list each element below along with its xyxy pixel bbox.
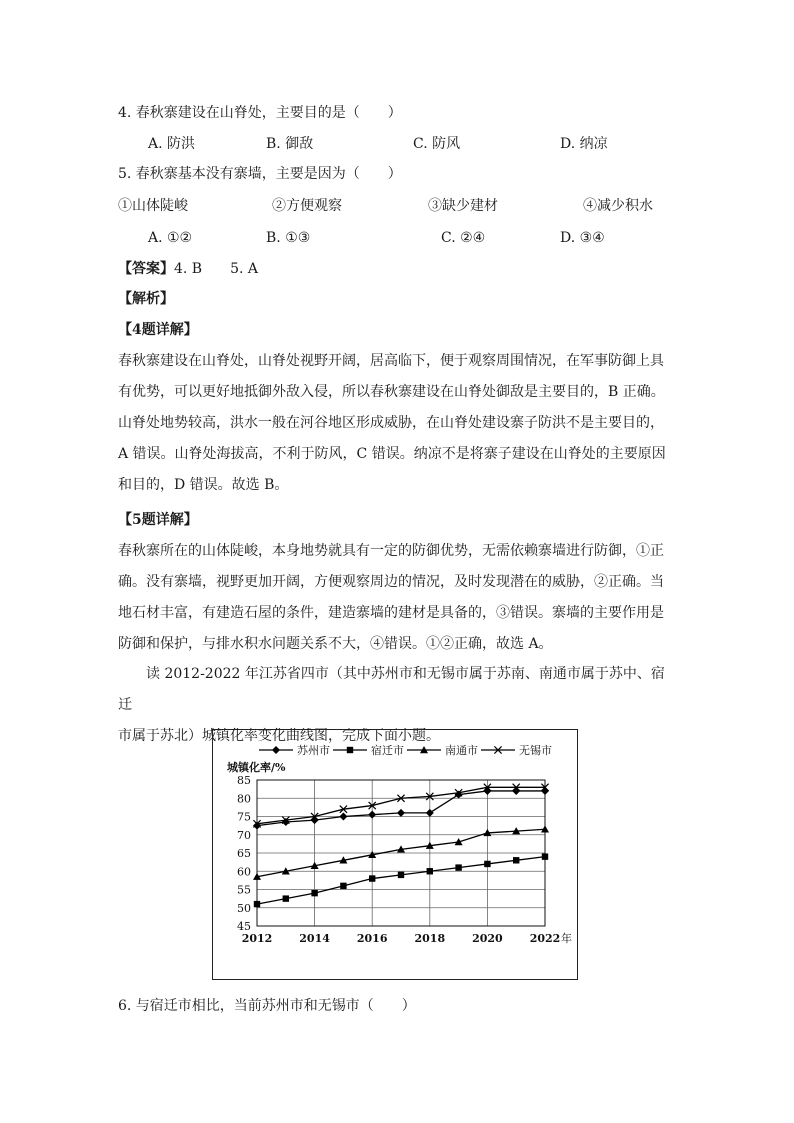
- x-tick-label: 2012: [241, 932, 273, 945]
- y-tick-label: 50: [237, 901, 251, 915]
- data-point-square: [311, 890, 317, 896]
- q5-item-3: ③缺少建材: [428, 198, 498, 214]
- data-point-diamond: [512, 787, 520, 795]
- data-point-diamond: [368, 811, 376, 819]
- detail-5-line: 确。没有寨墙，视野更加开阔，方便观察周边的情况，及时发现潜在的威胁，②正确。当: [118, 574, 664, 590]
- detail-5-line: 地石材丰富，有建造石屋的条件，建造寨墙的建材是具备的，③错误。寨墙的主要作用是: [118, 605, 664, 621]
- q5-item-4: ④减少积水: [583, 198, 653, 214]
- series-line-diamond: [257, 791, 545, 826]
- detail-4-text: [118, 346, 678, 501]
- data-point-square: [455, 864, 461, 870]
- y-tick-label: 60: [237, 865, 251, 879]
- urbanization-chart: [212, 729, 578, 980]
- data-point-square: [484, 861, 490, 867]
- q6-stem: 6. 与宿迁市相比，当前苏州市和无锡市（ ）: [118, 998, 416, 1014]
- x-axis-label: 年: [561, 932, 572, 945]
- data-point-square: [427, 868, 433, 874]
- q4-option-d: D. 纳凉: [560, 136, 608, 152]
- y-tick-label: 65: [237, 847, 251, 860]
- detail-5-line: 防御和保护，与排水积水问题关系不大，④错误。①②正确，故选 A。: [118, 636, 553, 652]
- data-point-square: [283, 895, 289, 901]
- detail-4-line: 有优势，可以更好地抵御外敌入侵，所以春秋寨建设在山脊处御敌是主要目的，B 正确。: [118, 384, 665, 400]
- data-point-square: [542, 853, 548, 859]
- y-tick-label: 55: [237, 883, 251, 897]
- x-tick-label: 2016: [356, 932, 388, 945]
- q5-stem: 5. 春秋寨基本没有寨墙，主要是因为（ ）: [118, 166, 402, 182]
- detail-5-label: 【5题详解】: [118, 512, 198, 528]
- y-tick-label: 45: [237, 920, 251, 933]
- series-line-cross: [257, 787, 545, 824]
- x-tick-label: 2020: [472, 932, 503, 945]
- q4-option-c: C. 防风: [413, 136, 461, 152]
- y-tick-label: 75: [237, 810, 251, 824]
- data-point-square: [340, 883, 346, 889]
- legend-label: 无锡市: [519, 744, 552, 757]
- q5-option-b: B. ①③: [266, 230, 311, 246]
- analysis-label: 【解析】: [118, 291, 174, 307]
- y-tick-label: 70: [237, 828, 251, 842]
- y-tick-label: 80: [237, 792, 251, 806]
- data-point-square: [513, 857, 519, 863]
- legend-label: 苏州市: [297, 744, 330, 757]
- data-point-square: [398, 872, 404, 878]
- detail-5-text: [118, 536, 678, 660]
- q5-option-a: A. ①②: [148, 230, 193, 246]
- x-tick-label: 2014: [299, 932, 330, 945]
- q5-option-c: C. ②④: [441, 230, 486, 246]
- answer-label: 【答案】: [118, 261, 174, 277]
- detail-4-line: 春秋寨建设在山脊处，山脊处视野开阔，居高临下，便于观察周围情况，在军事防御上具: [118, 353, 664, 369]
- q5-item-2: ②方便观察: [272, 198, 342, 214]
- data-point-diamond: [397, 809, 405, 817]
- detail-5-line: 春秋寨所在的山体陡峻，本身地势就具有一定的防御优势，无需依赖寨墙进行防御，①正: [118, 543, 664, 559]
- detail-4-line: 和目的，D 错误。故选 B。: [118, 477, 289, 493]
- data-point-diamond: [339, 813, 347, 821]
- data-point-diamond: [426, 809, 434, 817]
- q4-option-b: B. 御敌: [266, 136, 314, 152]
- answer-line: [118, 259, 258, 279]
- q5-item-1: ①山体陡峻: [118, 198, 188, 214]
- data-point-square: [369, 875, 375, 881]
- data-point-square: [254, 901, 260, 907]
- answer-text: 4. B 5. A: [174, 261, 259, 277]
- intro-line: 市属于苏北）城镇化率变化曲线图，完成下面小题。: [118, 728, 440, 744]
- y-axis-label: 城镇化率/%: [227, 761, 286, 774]
- q4-option-a: A. 防洪: [148, 136, 196, 152]
- q5-option-d: D. ③④: [560, 230, 605, 246]
- detail-4-line: A 错误。山脊处海拔高，不利于防风，C 错误。纳凉不是将寨子建设在山脊处的主要原因: [118, 446, 666, 462]
- x-tick-label: 2018: [414, 932, 446, 945]
- detail-4-label: 【4题详解】: [118, 322, 198, 338]
- q4-stem: 4. 春秋寨建设在山脊处，主要目的是（ ）: [118, 105, 402, 121]
- detail-4-line: 山脊处地势较高，洪水一般在河谷地区形成威胁，在山脊处建设寨子防洪不是主要目的，: [118, 415, 664, 431]
- chart-svg: [213, 730, 579, 981]
- y-tick-label: 85: [237, 774, 251, 787]
- legend-marker-square: [347, 747, 353, 753]
- data-point-diamond: [541, 787, 549, 795]
- x-tick-label: 2022: [529, 932, 561, 945]
- legend-marker-diamond: [272, 746, 280, 754]
- intro-line: 读 2012-2022 年江苏省四市（其中苏州市和无锡市属于苏南、南通市属于苏中、宿迁: [118, 666, 665, 713]
- series-line-square: [257, 857, 545, 904]
- legend-label: 南通市: [445, 744, 478, 757]
- legend-label: 宿迁市: [371, 744, 404, 757]
